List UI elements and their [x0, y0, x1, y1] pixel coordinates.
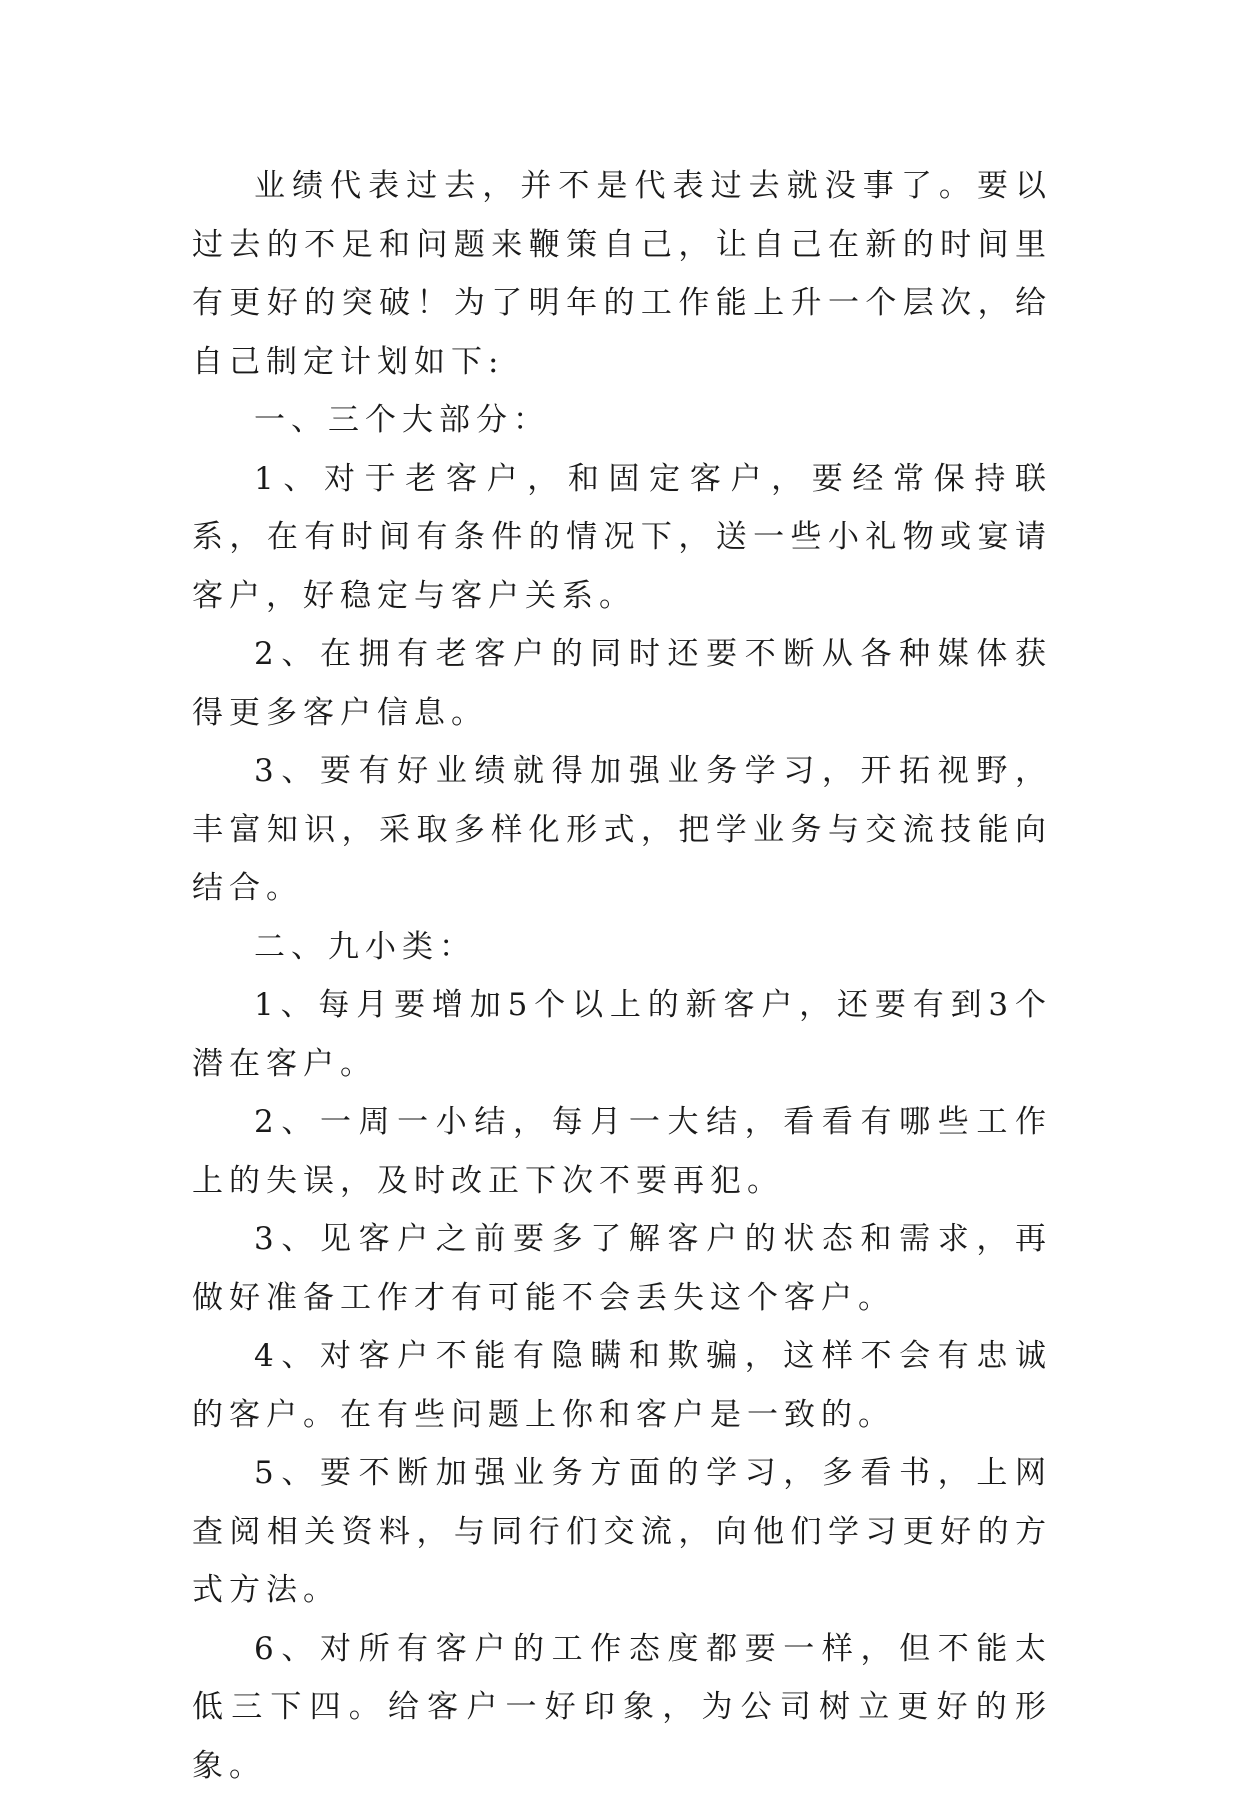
list-item: 2、一周一小结，每月一大结，看看有哪些工作上的失误，及时改正下次不要再犯。: [192, 1093, 1052, 1210]
document-body: [192, 157, 1052, 1795]
list-item: 3、见客户之前要多了解客户的状态和需求，再做好准备工作才有可能不会丢失这个客户。: [192, 1210, 1052, 1327]
paragraph-intro: 业绩代表过去，并不是代表过去就没事了。要以过去的不足和问题来鞭策自己，让自己在新的时间里有更好的突破！为了明年的工作能上升一个层次，给自己制定计划如下:: [192, 157, 1052, 391]
list-item: 1、每月要增加5个以上的新客户，还要有到3个潜在客户。: [192, 976, 1052, 1093]
section-heading-1: 一、三个大部分：: [192, 391, 1052, 450]
list-item: 2、在拥有老客户的同时还要不断从各种媒体获得更多客户信息。: [192, 625, 1052, 742]
list-item: 3、要有好业绩就得加强业务学习，开拓视野，丰富知识，采取多样化形式，把学业务与交流技能向结合。: [192, 742, 1052, 918]
list-item: 6、对所有客户的工作态度都要一样，但不能太低三下四。给客户一好印象，为公司树立更好的形象。: [192, 1620, 1052, 1795]
list-item: 4、对客户不能有隐瞒和欺骗，这样不会有忠诚的客户。在有些问题上你和客户是一致的。: [192, 1327, 1052, 1444]
section-heading-2: 二、九小类：: [192, 918, 1052, 977]
list-item: 5、要不断加强业务方面的学习，多看书，上网查阅相关资料，与同行们交流，向他们学习更好的方式方法。: [192, 1444, 1052, 1620]
list-item: 1、对于老客户，和固定客户，要经常保持联系，在有时间有条件的情况下，送一些小礼物或宴请客户，好稳定与客户关系。: [192, 450, 1052, 626]
